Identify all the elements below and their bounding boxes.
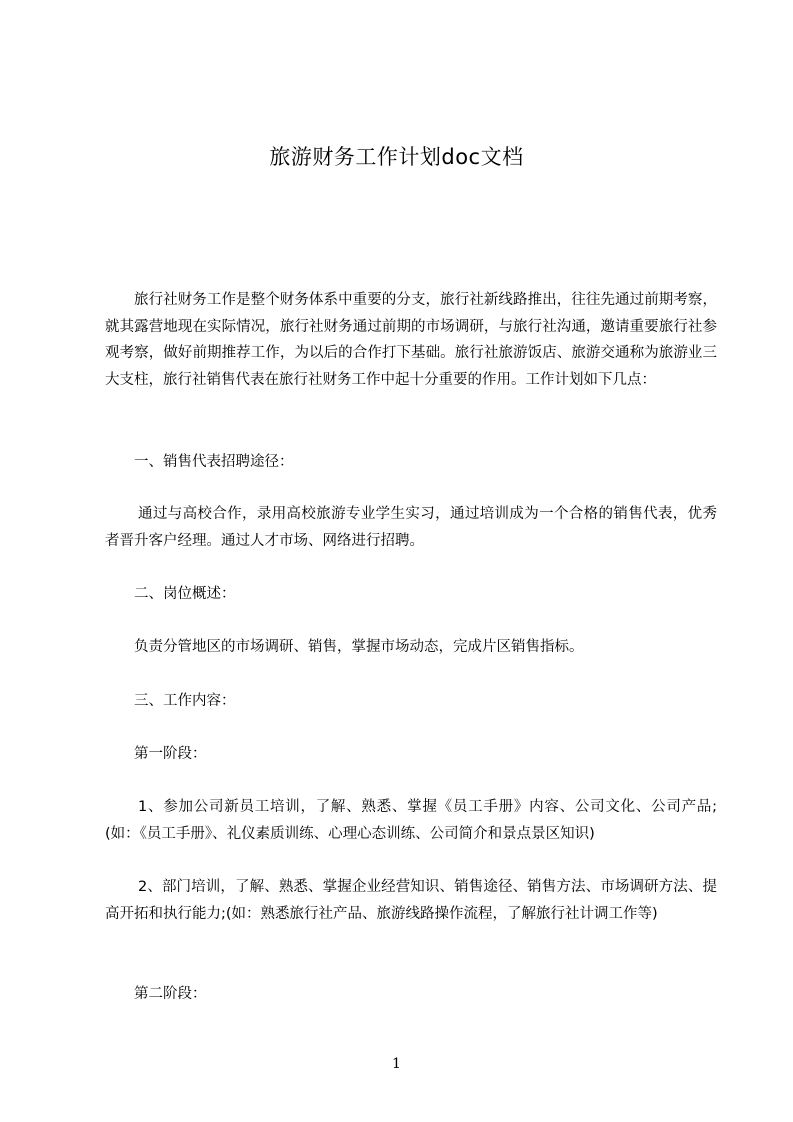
page-number: 1 [392, 1056, 401, 1072]
section-heading-position: 二、岗位概述： [134, 586, 236, 602]
stage-one-item-1: 1、参加公司新员工培训，了解、熟悉、掌握《员工手册》内容、公司文化、公司产品;(如：《员工手册》、礼仪素质训练、心理心态训练、公司简介和景点景区知识) [105, 799, 717, 842]
section-heading-recruitment: 一、销售代表招聘途径： [134, 454, 294, 470]
stage-one-heading: 第一阶段： [134, 746, 207, 762]
position-paragraph: 负责分管地区的市场调研、销售，掌握市场动态，完成片区销售指标。 [134, 639, 584, 655]
document-title: 旅游财务工作计划doc文档 [269, 145, 524, 169]
recruitment-paragraph: 通过与高校合作，录用高校旅游专业学生实习，通过培训成为一个合格的销售代表，优秀者晋升客户经理。通过人才市场、网络进行招聘。 [105, 506, 717, 549]
stage-one-item-2: 2、部门培训，了解、熟悉、掌握企业经营知识、销售途径、销售方法、市场调研方法、提高开拓和执行能力;(如：熟悉旅行社产品、旅游线路操作流程，了解旅行社计调工作等) [105, 879, 717, 922]
section-heading-work-content: 三、工作内容： [134, 693, 236, 709]
stage-two-heading: 第二阶段： [134, 986, 207, 1002]
intro-paragraph: 旅行社财务工作是整个财务体系中重要的分支，旅行社新线路推出，往往先通过前期考察，就其露营地现在实际情况，旅行社财务通过前期的市场调研，与旅行社沟通，邀请重要旅行社参观考察，做好前期推荐工作，为以后的合作打下基础。旅行社旅游饭店、旅游交通称为旅游业三大支柱，旅行社销售代表在旅行社财务工作中起十分重要的作用。工作计划如下几点： [105, 292, 717, 388]
